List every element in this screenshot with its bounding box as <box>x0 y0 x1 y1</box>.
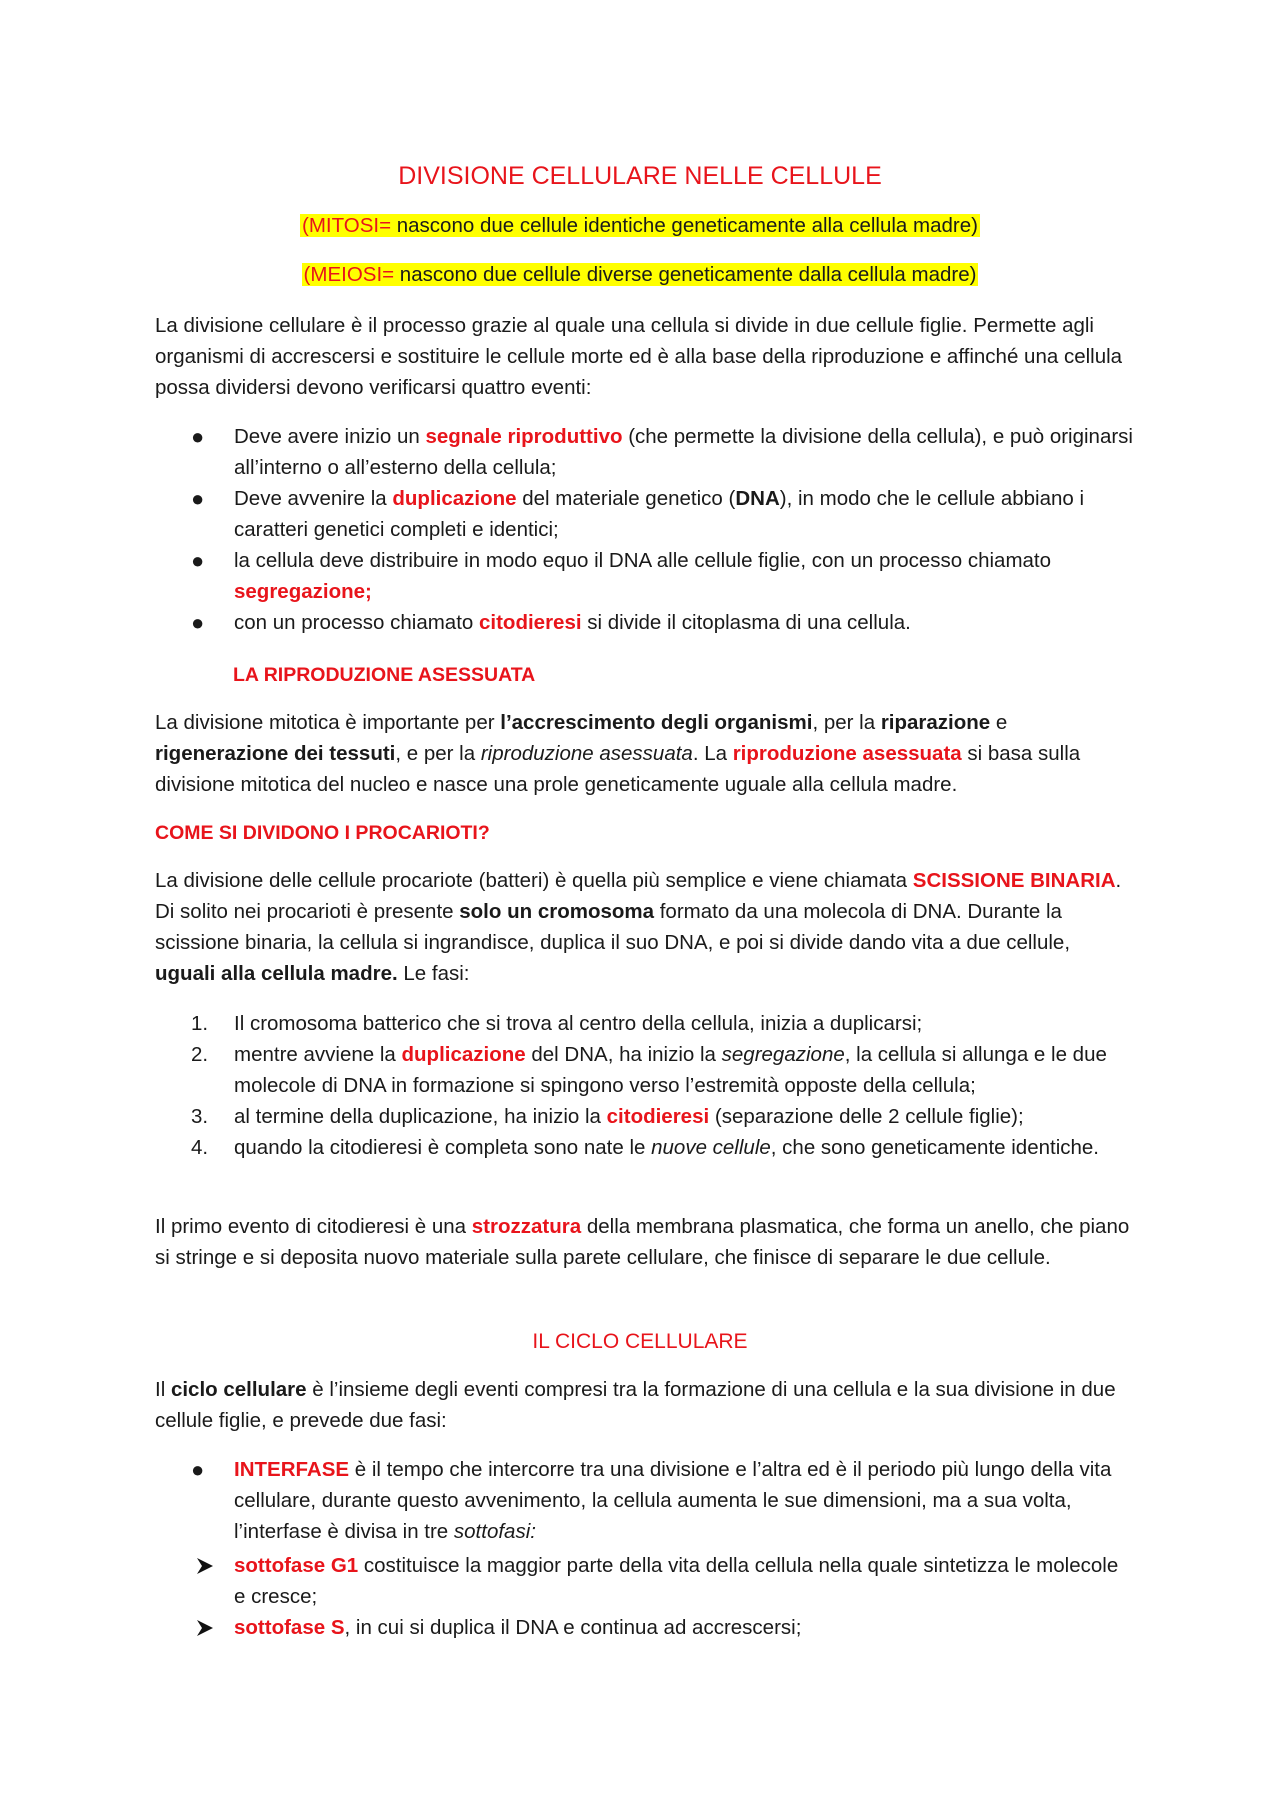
text-run: è l’insieme degli eventi compresi tra la formazione di una cellula e la sua divisione in due cellule figlie, e prevede due fasi: <box>155 1378 1116 1432</box>
text-run: segregazione; <box>234 580 372 603</box>
text-run: sottofasi: <box>453 1520 536 1543</box>
bullet-icon: ● <box>191 610 205 635</box>
strozzatura-paragraph <box>155 1211 1135 1273</box>
text-run: Le fasi: <box>397 962 470 985</box>
text-run: sottofase S <box>234 1616 345 1639</box>
meiosi-definition <box>0 260 1280 290</box>
mitotica-paragraph <box>155 707 1135 800</box>
text-run: Deve avvenire la <box>234 487 393 510</box>
interfase-list <box>155 1454 1135 1547</box>
text-run: Il primo evento di citodieresi è una <box>155 1215 472 1238</box>
text-run: , per la <box>812 711 881 734</box>
text-run: nascono due cellule identiche geneticamente alla cellula madre) <box>391 214 978 237</box>
list-number: 2. <box>191 1043 209 1066</box>
text-run: , la cellula si allunga e le due molecole di DNA in formazione si spingono verso l’estremità opposte della cellula; <box>234 1043 1107 1097</box>
list-item-text <box>234 1012 922 1035</box>
text-run: , in cui si duplica il DNA e continua ad accrescersi; <box>344 1616 802 1639</box>
text-run: si basa sulla divisione mitotica del nucleo e nasce una prole geneticamente uguale alla cellula madre. <box>155 742 1081 796</box>
text-run: ciclo cellulare <box>170 1378 307 1401</box>
text-run: strozzatura <box>471 1215 582 1238</box>
list-item <box>155 1039 1135 1101</box>
bullet-icon: ● <box>191 548 205 573</box>
text-run: costituisce la maggior parte della vita della cellula nella quale sintetizza le molecole e cresce; <box>234 1554 1119 1608</box>
text-run: si divide il citoplasma di una cellula. <box>581 611 911 634</box>
interfase-text <box>234 1458 1111 1543</box>
text-run: quando la citodieresi è completa sono nate le <box>234 1136 652 1159</box>
text-run: . La <box>692 742 733 765</box>
text-run: del materiale genetico ( <box>516 487 736 510</box>
list-number: 4. <box>191 1136 209 1159</box>
list-item <box>155 1612 1135 1643</box>
text-run: mentre avviene la <box>234 1043 402 1066</box>
list-item-text <box>234 1554 1118 1608</box>
list-item <box>155 483 1135 545</box>
text-run: duplicazione <box>401 1043 526 1066</box>
subphases-list <box>155 1550 1135 1643</box>
text-run: del DNA, ha inizio la <box>525 1043 722 1066</box>
list-item-text <box>234 425 1133 479</box>
bullet-icon: ● <box>191 486 205 511</box>
procarioti-paragraph <box>155 865 1135 989</box>
list-item-text <box>234 549 1051 603</box>
list-item <box>155 1101 1135 1132</box>
text-run: duplicazione <box>392 487 517 510</box>
arrowhead-icon <box>195 1618 215 1638</box>
text-run: segnale riproduttivo <box>425 425 623 448</box>
text-run: La divisione delle cellule procariote (batteri) è quella più semplice e viene chiamata <box>155 869 913 892</box>
meiosi-highlight <box>302 263 979 286</box>
text-run: nuove cellule <box>651 1136 771 1159</box>
list-number: 3. <box>191 1105 209 1128</box>
text-run: la cellula deve distribuire in modo equo il DNA alle cellule figlie, con un processo chiamato <box>234 549 1052 572</box>
text-run: , che sono geneticamente identiche. <box>770 1136 1100 1159</box>
text-run: riproduzione asessuata <box>480 742 693 765</box>
mitosi-highlight <box>300 214 980 237</box>
text-run: Deve avere inizio un <box>234 425 426 448</box>
text-run: nascono due cellule diverse geneticamente dalla cellula madre) <box>394 263 977 286</box>
list-item-text <box>234 487 1084 541</box>
text-run: sottofase G1 <box>234 1554 359 1577</box>
list-item-text <box>234 1105 1024 1128</box>
text-run: al termine della duplicazione, ha inizio la <box>234 1105 607 1128</box>
text-run: Il cromosoma batterico che si trova al centro della cellula, inizia a duplicarsi; <box>234 1012 923 1035</box>
arrowhead-icon <box>195 1556 215 1576</box>
text-run: citodieresi <box>479 611 582 634</box>
intro-paragraph <box>155 310 1135 403</box>
text-run: citodieresi <box>606 1105 710 1128</box>
text-run: l’accrescimento degli organismi <box>500 711 813 734</box>
list-item-text <box>234 1136 1099 1159</box>
heading-riproduzione-asessuata: LA RIPRODUZIONE ASESSUATA <box>233 664 536 686</box>
heading-procarioti: COME SI DIVIDONO I PROCARIOTI? <box>155 822 490 844</box>
text-run: riparazione <box>880 711 991 734</box>
text-run: SCISSIONE BINARIA <box>912 869 1116 892</box>
bullet-icon: ● <box>191 424 205 449</box>
text-run: La divisione mitotica è importante per <box>155 711 501 734</box>
text-run: DNA <box>735 487 780 510</box>
text-run: (separazione delle 2 cellule figlie); <box>709 1105 1024 1128</box>
text-run: . Di solito nei procarioti è presente <box>155 869 1122 923</box>
bullet-icon: ● <box>191 1457 205 1482</box>
list-item <box>155 1454 1135 1547</box>
phases-list <box>155 1008 1135 1163</box>
text-run: (MEIOSI= <box>303 263 395 286</box>
text-run: (che permette la divisione della cellula), e può originarsi all’interno o all’esterno della cellula; <box>234 425 1133 479</box>
events-list <box>155 421 1135 638</box>
text-run: INTERFASE <box>234 1458 350 1481</box>
text-run: e <box>990 711 1008 734</box>
list-item <box>155 1132 1135 1163</box>
mitosi-definition <box>0 211 1280 241</box>
list-item-text <box>234 1043 1107 1097</box>
text-run: della membrana plasmatica, che forma un anello, che piano si stringe e si deposita nuovo materiale sulla parete cellulare, che finisce di separare le due cellule. <box>155 1215 1130 1269</box>
list-item <box>155 607 1135 638</box>
text-run: (MITOSI= <box>302 214 392 237</box>
text-run: uguali alla cellula madre. <box>155 962 398 985</box>
text-run: rigenerazione dei tessuti <box>155 742 396 765</box>
text-run: , e per la <box>395 742 481 765</box>
text-run: solo un cromosoma <box>459 900 655 923</box>
page-title: DIVISIONE CELLULARE NELLE CELLULE <box>398 162 882 190</box>
text-run: è il tempo che intercorre tra una divisione e l’altra ed è il periodo più lungo della vita cellulare, durante questo avvenimento, la cellula aumenta le sue dimensioni, ma a sua volta, l’interfase è divisa in tre <box>234 1458 1112 1543</box>
list-item <box>155 1550 1135 1612</box>
text-run: formato da una molecola di DNA. Durante la scissione binaria, la cellula si ingrandisce, duplica il suo DNA, e poi si divide dando vita a due cellule, <box>155 900 1071 954</box>
ciclo-paragraph <box>155 1374 1135 1436</box>
list-item <box>155 545 1135 607</box>
text-run: riproduzione asessuata <box>732 742 962 765</box>
list-item <box>155 421 1135 483</box>
list-item-text <box>234 611 911 634</box>
text-run: segregazione <box>721 1043 845 1066</box>
heading-ciclo-cellulare: IL CICLO CELLULARE <box>532 1330 748 1353</box>
list-item-text <box>234 1616 801 1639</box>
text-run: Il <box>155 1378 171 1401</box>
text-run: con un processo chiamato <box>234 611 479 634</box>
list-number: 1. <box>191 1012 209 1035</box>
text-run: La divisione cellulare è il processo grazie al quale una cellula si divide in due cellule figlie. Permette agli organismi di accrescersi e sostituire le cellule morte ed è alla base della riproduzione e affinché una cellula possa dividersi devono verificarsi quattro eventi: <box>155 314 1123 399</box>
list-item <box>155 1008 1135 1039</box>
text-run: ), in modo che le cellule abbiano i caratteri genetici completi e identici; <box>234 487 1085 541</box>
